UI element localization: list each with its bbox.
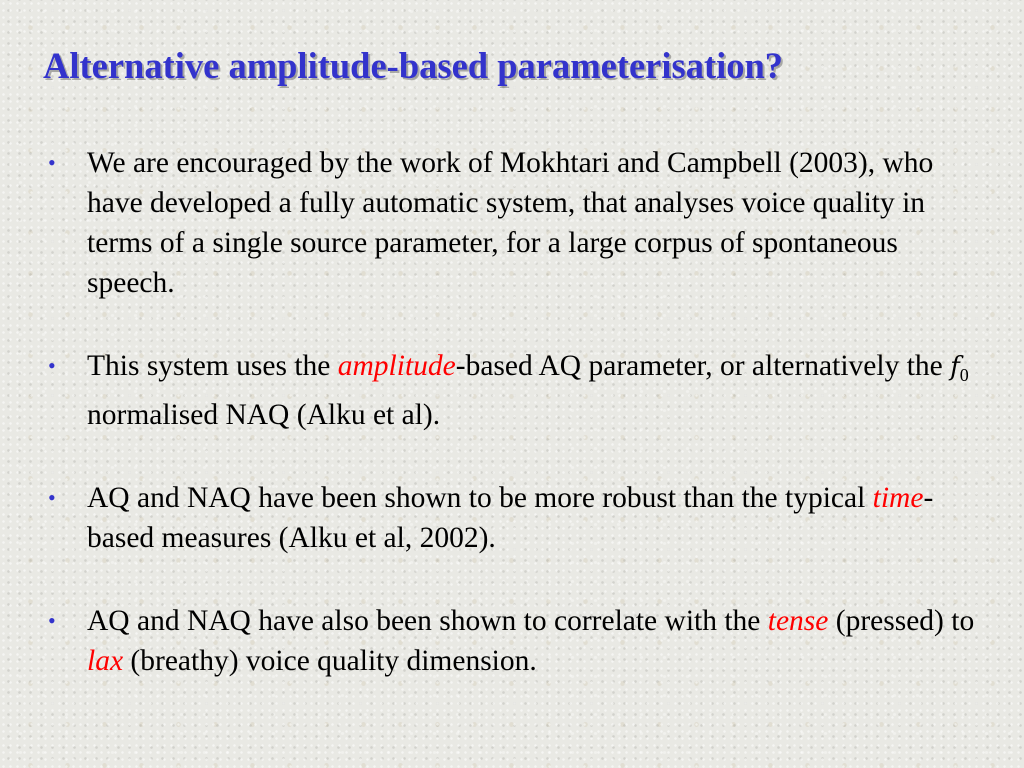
emphasis-time: time (872, 482, 924, 514)
bullet-text-segment: normalised NAQ (Alku et al). (87, 399, 441, 431)
bullet-list (48, 143, 983, 681)
bullet-text-segment: This system uses the (87, 350, 338, 382)
bullet-text-segment: -based AQ parameter, or alternatively the (455, 350, 951, 382)
bullet-text-segment: AQ and NAQ have been shown to be more robust than the typical (87, 482, 873, 514)
bullet-item (48, 601, 983, 681)
bullet-text (87, 346, 983, 435)
bullet-text-segment: (pressed) to (828, 605, 975, 637)
bullet-text-segment: AQ and NAQ have also been shown to correlate with the (87, 605, 768, 637)
math-subscript: 0 (959, 365, 969, 385)
bullet-dot-icon: • (48, 150, 56, 175)
slide-title: Alternative amplitude-based parameterisation? (43, 45, 784, 86)
bullet-item (48, 143, 983, 303)
math-symbol-f: f (950, 352, 960, 382)
bullet-item (48, 346, 983, 435)
emphasis-amplitude: amplitude (337, 350, 456, 382)
bullet-text: We are encouraged by the work of Mokhtari and Campbell (2003), who have developed a fully automatic system, that analyses voice quality in terms of a single source parameter, for a large corpus of spontaneous speech. (87, 147, 934, 299)
bullet-text-segment: (breathy) voice quality dimension. (123, 645, 537, 677)
bullet-dot-icon: • (48, 353, 56, 378)
bullet-text-segment: -based measures (Alku et al, 2002). (87, 482, 934, 554)
bullet-dot-icon: • (48, 608, 56, 633)
emphasis-lax: lax (87, 645, 124, 677)
bullet-text (87, 601, 983, 681)
emphasis-tense: tense (767, 605, 829, 637)
bullet-text (87, 478, 983, 558)
bullet-dot-icon: • (48, 485, 56, 510)
bullet-item (48, 478, 983, 558)
